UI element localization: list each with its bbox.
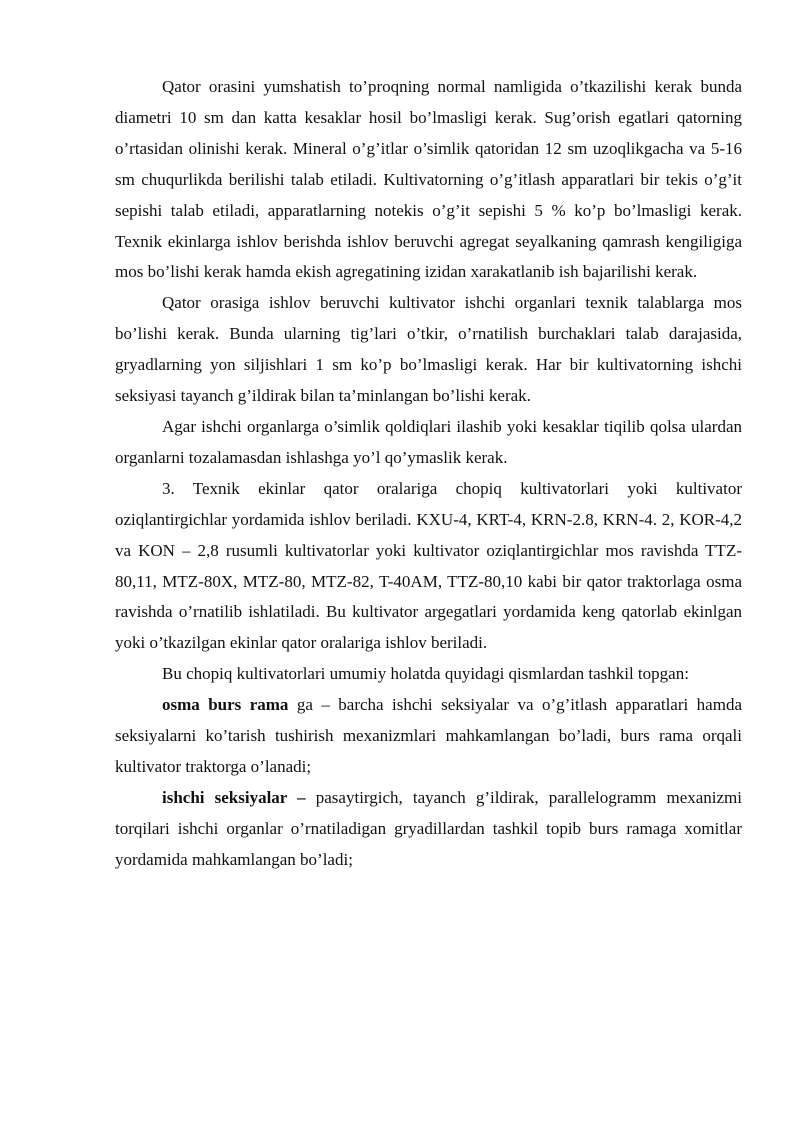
paragraph-working-sections <box>115 783 742 876</box>
paragraph-plant-residues: Agar ishchi organlarga o’simlik qoldiqlari ilashib yoki kesaklar tiqilib qolsa ulardan organlarni tozalamasdan ishlashga yo’l qo’ymaslik kerak. <box>115 416 742 467</box>
document-page <box>115 72 742 876</box>
paragraph-working-organs: Qator orasiga ishlov beruvchi kultivator ishchi organlari texnik talablarga mos bo’lishi kerak. Bunda ularning tig’lari o’tkir, o’rnatilish burchaklari talab darajasida, gryadlarning yon siljishlari 1 sm ko’p bo’lmasligi kerak. Har bir kultivatorning ishchi seksiyasi tayanch g’ildirak bilan ta’minlangan bo’lishi kerak. <box>115 293 742 406</box>
paragraph-cultivator-models: 3. Texnik ekinlar qator oralariga chopiq kultivatorlari yoki kultivator oziqlantirgichlar yordamida ishlov beriladi. KXU-4, KRT-4, KRN-2.8, KRN-4. 2, KOR-4,2 va KON – 2,8 rusumli kultivatorlar yoki kultivator oziqlantirgichlar mos ravishda TTZ-80,11, MTZ-80X, MTZ-80, MTZ-82, T-40AM, TTZ-80,10 kabi bir qator traktorlaga osma ravishda o’rnatilib ishlatiladi. Bu kultivator argegatlari yordamida keng qatorlab ekinlgan yoki o’tkazilgan ekinlar qator oralariga ishlov beriladi. <box>115 478 742 653</box>
definition-mounted-frame: ga – barcha ishchi seksiyalar va o’g’itlash apparatlari hamda seksiyalarni ko’tarish tushirish mexanizmlari mahkamlangan bo’ladi, burs rama orqali kultivator traktorga o’lanadi; <box>115 695 742 776</box>
term-mounted-frame: osma burs rama <box>162 695 289 715</box>
definition-working-sections: pasaytirgich, tayanch g’ildirak, parallelogramm mexanizmi torqilari ishchi organlar o’rnatiladigan gryadillardan tashkil topib burs ramaga xomitlar yordamida mahkamlangan bo’ladi; <box>115 787 743 869</box>
term-working-sections: ishchi seksiyalar – <box>162 787 306 807</box>
paragraph-mounted-frame <box>115 690 742 783</box>
paragraph-inter-row-loosening: Qator orasini yumshatish to’proqning normal namligida o’tkazilishi kerak bunda diametri 10 sm dan katta kesaklar hosil bo’lmasligi kerak. Sug’orish egatlari qatorning o’rtasidan olinishi kerak. Mineral o’g’itlar o’simlik qatoridan 12 sm uzoqlikgacha va 5-16 sm chuqurlikda berilishi talab etiladi. Kultivatorning o’g’itlash apparatlari bir tekis o’g’it sepishi talab etiladi, apparatlarning notekis o’g’it sepishi 5 % ko’p bo’lmasligi kerak. Texnik ekinlarga ishlov berishda ishlov beruvchi agregat seyalkaning qamrash kengiligiga mos bo’lishi kerak hamda ekish agregatining izidan xarakatlanib ish bajarilishi kerak. <box>115 77 742 282</box>
paragraph-components-intro: Bu chopiq kultivatorlari umumiy holatda quyidagi qismlardan tashkil topgan: <box>162 664 689 684</box>
